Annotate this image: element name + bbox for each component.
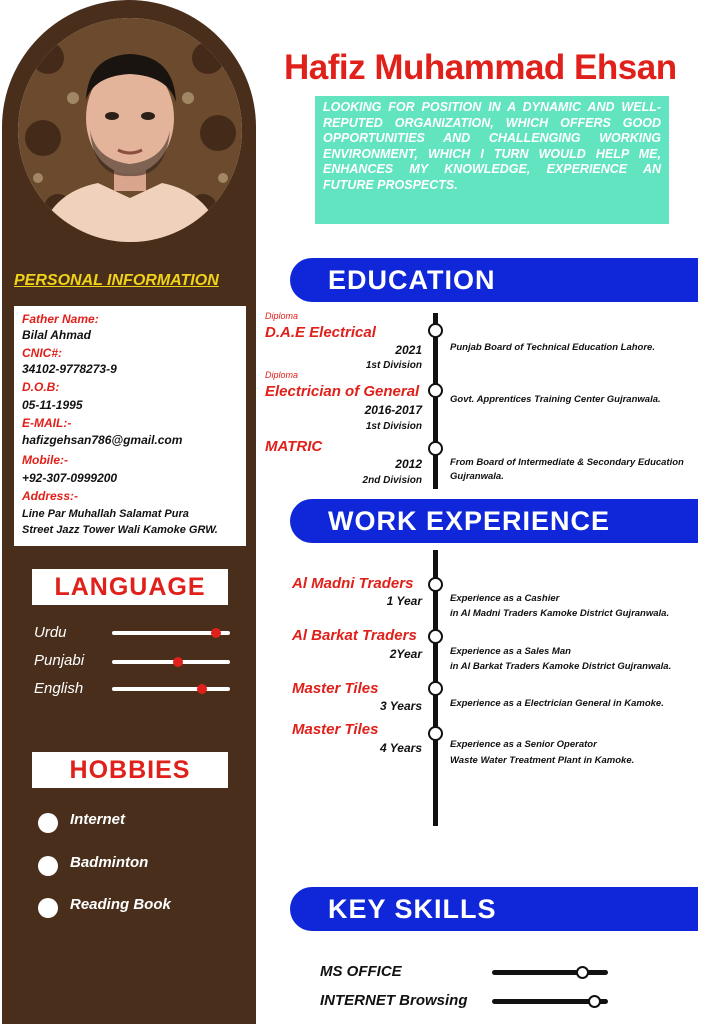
education-division: 2nd Division [362, 475, 422, 486]
work-company: Al Barkat Traders [292, 627, 417, 644]
hobby-item: Reading Book [70, 896, 171, 913]
dob-label: D.O.B: [22, 380, 60, 394]
education-desc: Punjab Board of Technical Education Lahore. [450, 342, 655, 353]
work-duration: 1 Year [386, 594, 422, 608]
timeline-node-icon [428, 577, 443, 592]
education-title: MATRIC [265, 438, 323, 455]
language-level-bar [112, 660, 230, 664]
skill-level-bar [492, 970, 608, 975]
skill-level-marker [588, 995, 601, 1008]
hobbies-heading: HOBBIES [69, 756, 191, 784]
key-skills-heading: KEY SKILLS [328, 894, 497, 924]
dob-value: 05-11-1995 [22, 398, 83, 412]
work-desc: Experience as a Electrician General in Kamoke. [450, 698, 664, 709]
address-label: Address:- [22, 489, 79, 503]
career-objective: LOOKING FOR POSITION IN A DYNAMIC AND WELL-REPUTED ORGANIZATION, WHICH OFFERS GOOD OPPORTUNITIES AND CHALLENGING WORKING ENVIRONMENT, WHICH I TURN WOULD HELP ME, ENHANCES MY KNOWLEDGE, EXPERIENCE AN FUTURE PROSPECTS. [315, 96, 669, 224]
hobby-item: Internet [70, 811, 126, 828]
skill-name: MS OFFICE [320, 963, 402, 980]
key-skills-banner [290, 887, 698, 931]
hobby-bullet-icon [38, 898, 58, 918]
sidebar [2, 0, 256, 1024]
work-duration: 4 Years [379, 741, 422, 755]
timeline-node-icon [428, 726, 443, 741]
hobby-bullet-icon [38, 856, 58, 876]
education-desc: Gujranwala. [450, 471, 504, 482]
education-banner [290, 258, 698, 302]
cnic-value: 34102-9778273-9 [22, 362, 117, 376]
education-title: D.A.E Electrical [265, 324, 376, 341]
work-desc: Waste Water Treatment Plant in Kamoke. [450, 755, 635, 766]
language-name: Urdu [34, 624, 67, 641]
work-desc: Experience as a Senior Operator [450, 739, 597, 750]
language-level-bar [112, 631, 230, 635]
father-name-value: Bilal Ahmad [22, 328, 91, 342]
address-line-2: Street Jazz Tower Wali Kamoke GRW. [22, 524, 218, 536]
education-year: 2012 [395, 457, 422, 471]
work-experience-banner [290, 499, 698, 543]
mobile-label: Mobile:- [22, 453, 68, 467]
timeline-node-icon [428, 441, 443, 456]
skill-name: INTERNET Browsing [320, 992, 468, 1009]
work-experience-heading: WORK EXPERIENCE [328, 506, 611, 536]
work-duration: 2Year [389, 647, 422, 661]
hobby-bullet-icon [38, 813, 58, 833]
mobile-value: +92-307-0999200 [22, 471, 118, 485]
cnic-label: CNIC#: [22, 346, 63, 360]
education-year: 2016-2017 [364, 403, 422, 417]
education-division: 1st Division [365, 421, 422, 432]
timeline-node-icon [428, 681, 443, 696]
address-line-1: Line Par Muhallah Salamat Pura [22, 508, 189, 520]
work-desc: in Al Barkat Traders Kamoke District Gujranwala. [450, 661, 672, 672]
father-name-label: Father Name: [22, 312, 99, 326]
education-title: Electrician of General [265, 383, 420, 400]
work-duration: 3 Years [379, 699, 422, 713]
work-desc: Experience as a Cashier [450, 593, 560, 604]
language-heading: LANGUAGE [54, 573, 206, 601]
email-value: hafizgehsan786@gmail.com [22, 433, 183, 447]
work-desc: in Al Madni Traders Kamoke District Gujranwala. [450, 608, 670, 619]
timeline-node-icon [428, 323, 443, 338]
skill-level-marker [576, 966, 589, 979]
timeline-node-icon [428, 629, 443, 644]
work-company: Al Madni Traders [292, 575, 414, 592]
education-heading: EDUCATION [328, 265, 496, 295]
education-desc: Govt. Apprentices Training Center Gujranwala. [450, 394, 661, 405]
skill-level-bar [492, 999, 608, 1004]
education-tag: Diploma [265, 311, 299, 321]
profile-photo-image [18, 18, 242, 242]
work-company: Master Tiles [292, 680, 379, 697]
language-level-marker [173, 657, 183, 667]
language-level-bar [112, 687, 230, 691]
education-division: 1st Division [365, 360, 422, 371]
education-desc: From Board of Intermediate & Secondary Education [450, 457, 684, 468]
personal-info-box [14, 306, 246, 546]
education-timeline-line [433, 313, 438, 489]
education-year: 2021 [395, 343, 422, 357]
language-level-marker [197, 684, 207, 694]
work-desc: Experience as a Sales Man [450, 646, 571, 657]
candidate-name: Hafiz Muhammad Ehsan [284, 48, 677, 87]
profile-photo [18, 18, 242, 242]
timeline-node-icon [428, 383, 443, 398]
work-company: Master Tiles [292, 721, 379, 738]
personal-info-heading: PERSONAL INFORMATION [14, 272, 219, 289]
education-tag: Diploma [265, 370, 299, 380]
language-name: English [34, 680, 84, 697]
language-name: Punjabi [34, 652, 85, 669]
hobby-item: Badminton [70, 854, 149, 871]
hobbies-heading-box [32, 752, 228, 788]
language-heading-box [32, 569, 228, 605]
email-label: E-MAIL:- [22, 416, 72, 430]
language-level-marker [211, 628, 221, 638]
